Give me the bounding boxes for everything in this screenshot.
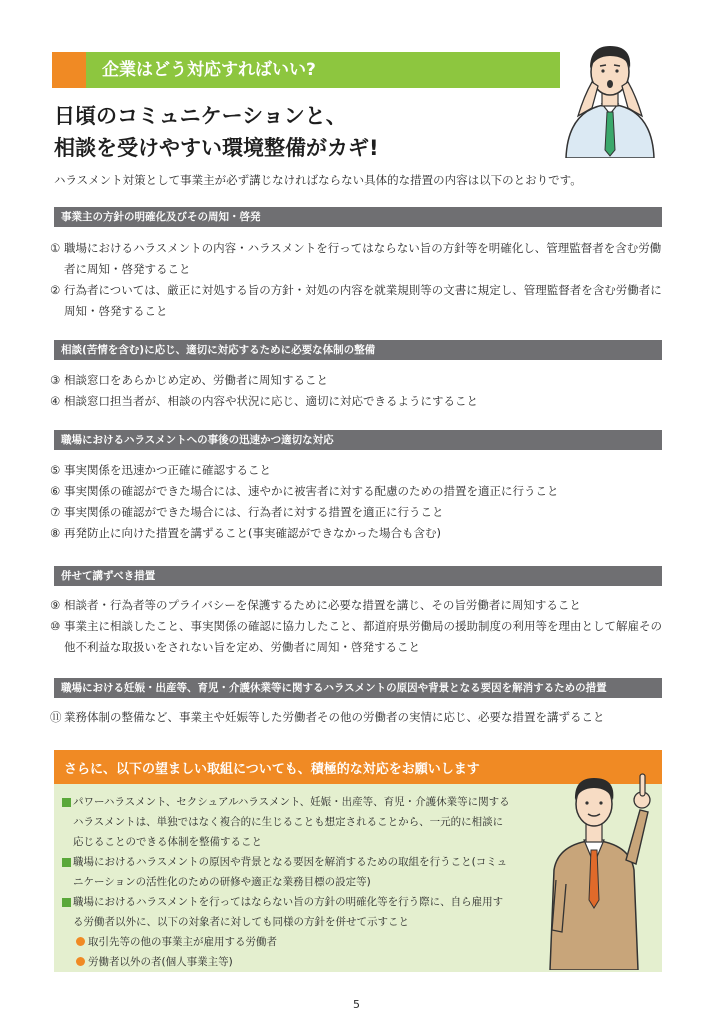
green-square-bullet-icon [62, 798, 71, 807]
sub-item [76, 932, 277, 952]
measure-item [50, 707, 670, 728]
measure-number: ⑨ [50, 598, 61, 612]
sub-item [76, 952, 233, 972]
header-bar [52, 52, 560, 88]
headline [54, 100, 379, 164]
green-square-bullet-icon [62, 898, 71, 907]
measure-item [50, 280, 670, 322]
header-accent [52, 52, 86, 88]
measure-item [50, 616, 670, 658]
measure-number: ⑩ [50, 619, 61, 633]
measure-text: 行為者については、厳正に対処する旨の方針・対処の内容を就業規則等の文書に規定し、管理監督者を含む労働者に周知・啓発すること [64, 283, 662, 318]
section-header: 相談(苦情を含む)に応じ、適切に対応するために必要な体制の整備 [54, 340, 662, 360]
measure-item [50, 370, 670, 391]
measure-item [50, 502, 670, 523]
page-title: 企業はどう対応すればいい? [102, 60, 316, 80]
orange-dot-bullet-icon [76, 957, 85, 966]
recommendation-title: さらに、以下の望ましい取組についても、積極的な対応をお願いします [64, 762, 480, 777]
recommendation-item [62, 892, 512, 932]
measure-number: ④ [50, 394, 61, 408]
measure-text: 職場におけるハラスメントの内容・ハラスメントを行ってはならない旨の方針等を明確化し、管理監督者を含む労働者に周知・啓発すること [64, 241, 662, 276]
section-header: 職場における妊娠・出産等、育児・介護休業等に関するハラスメントの原因や背景となる要因を解消するための措置 [54, 678, 662, 698]
headline-line-1: 日頃のコミュニケーションと、 [54, 104, 347, 128]
green-square-bullet-icon [62, 858, 71, 867]
recommendation-item [62, 852, 512, 892]
measure-item [50, 595, 670, 616]
measure-item [50, 391, 670, 412]
measure-number: ⑪ [50, 710, 62, 724]
section-header: 事業主の方針の明確化及びその周知・啓発 [54, 207, 662, 227]
measure-item [50, 460, 670, 481]
measure-text: 相談者・行為者等のプライバシーを保護するために必要な措置を講じ、その旨労働者に周知すること [64, 598, 581, 612]
measure-text: 業務体制の整備など、事業主や妊娠等した労働者その他の労働者の実情に応じ、必要な措置を講ずること [64, 710, 605, 724]
sub-item-text: 労働者以外の者(個人事業主等) [88, 956, 233, 968]
section-header: 併せて講ずべき措置 [54, 566, 662, 586]
intro-text: ハラスメント対策として事業主が必ず講じなければならない具体的な措置の内容は以下のとおりです。 [54, 173, 582, 187]
measure-text: 事業主に相談したこと、事実関係の確認に協力したこと、都道府県労働局の援助制度の利用等を理由として解雇その他不利益な取扱いをされない旨を定め、労働者に周知・啓発すること [64, 619, 662, 654]
measure-number: ⑥ [50, 484, 61, 498]
measure-number: ② [50, 283, 61, 297]
measure-text: 事実関係の確認ができた場合には、行為者に対する措置を適正に行うこと [64, 505, 444, 519]
recommendation-text: パワーハラスメント、セクシュアルハラスメント、妊娠・出産等、育児・介護休業等に関するハラスメントは、単独ではなく複合的に生じることも想定されることから、一元的に相談に応じることのできる体制を整備すること [73, 796, 510, 848]
sub-item-text: 取引先等の他の事業主が雇用する労働者 [88, 936, 277, 948]
page-number: 5 [353, 998, 360, 1011]
pointing-businessman-illustration [536, 760, 654, 970]
measure-number: ⑦ [50, 505, 61, 519]
orange-dot-bullet-icon [76, 937, 85, 946]
measure-text: 事実関係を迅速かつ正確に確認すること [64, 463, 271, 477]
measure-text: 再発防止に向けた措置を講ずること(事実確認ができなかった場合も含む) [64, 526, 441, 540]
measure-text: 事実関係の確認ができた場合には、速やかに被害者に対する配慮のための措置を適正に行うこと [64, 484, 559, 498]
measure-number: ⑤ [50, 463, 61, 477]
recommendation-text: 職場におけるハラスメントの原因や背景となる要因を解消するための取組を行うこと(コミュニケーションの活性化のための研修や適正な業務目標の設定等) [73, 856, 508, 888]
measure-text: 相談窓口担当者が、相談の内容や状況に応じ、適切に対応できるようにすること [64, 394, 478, 408]
measure-number: ⑧ [50, 526, 61, 540]
measure-item [50, 238, 670, 280]
measure-text: 相談窓口をあらかじめ定め、労働者に周知すること [64, 373, 329, 387]
measure-number: ① [50, 241, 61, 255]
worried-man-illustration [556, 38, 664, 158]
recommendation-item [62, 792, 512, 852]
measure-item [50, 481, 670, 502]
recommendation-text: 職場におけるハラスメントを行ってはならない旨の方針の明確化等を行う際に、自ら雇用する労働者以外に、以下の対象者に対しても同様の方針を併せて示すこと [73, 896, 504, 928]
measure-item [50, 523, 670, 544]
measure-number: ③ [50, 373, 61, 387]
headline-line-2: 相談を受けやすい環境整備がカギ! [54, 136, 379, 160]
section-header: 職場におけるハラスメントへの事後の迅速かつ適切な対応 [54, 430, 662, 450]
